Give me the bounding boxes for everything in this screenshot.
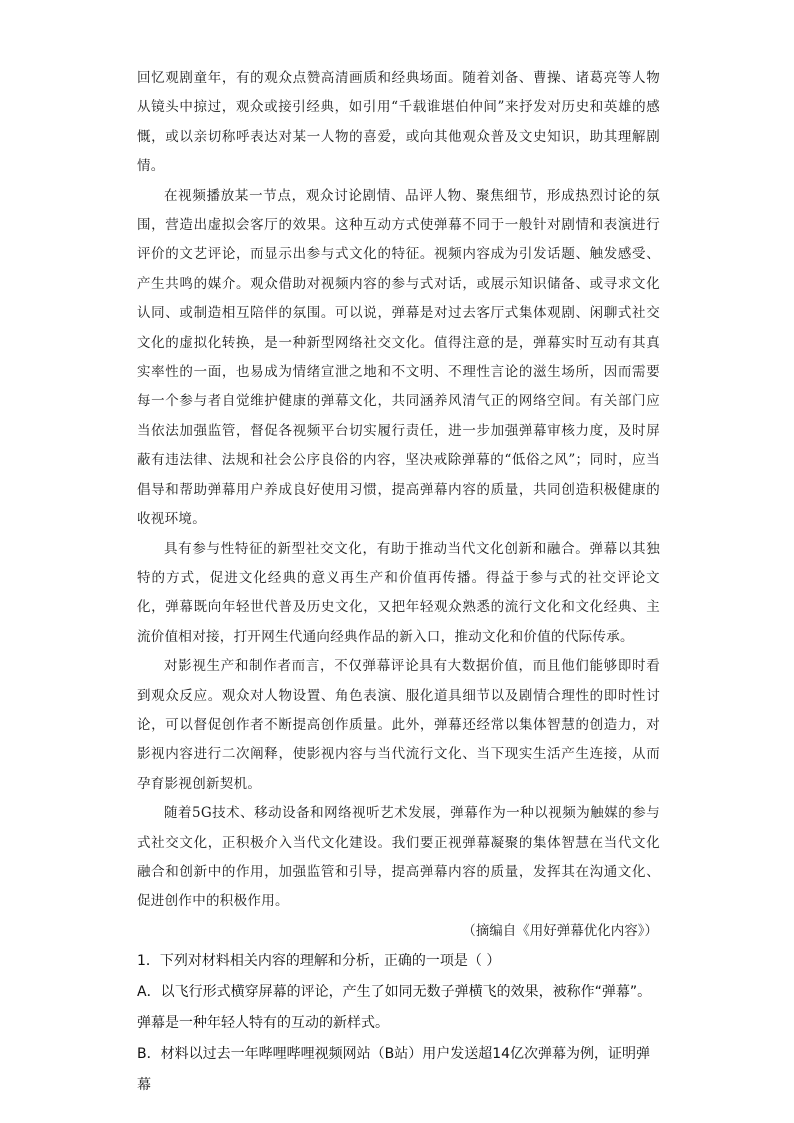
paragraph-4: 对影视生产和制作者而言，不仅弹幕评论具有大数据价值，而且他们能够即时看到观众反应。观众对人物设置、角色表演、服化道具细节以及剧情合理性的即时性讨论，可以督促创作者不断提高创作质量。此外，弹幕还经常以集体智慧的创造力，对影视内容进行二次阐释，使影视内容与当代流行文化、当下现实生活产生连接，从而孕育影视创新契机。 — [137, 658, 660, 792]
paragraph-5: 随着5G技术、移动设备和网络视听艺术发展，弹幕作为一种以视频为触媒的参与式社交文化，正积极介入当代文化建设。我们要正视弹幕凝聚的集体智慧在当代文化融合和创新中的作用，加强监管和引导，提高弹幕内容的质量，发挥其在沟通文化、促进创作中的积极作用。 — [137, 805, 660, 910]
paragraph-3: 具有参与性特征的新型社交文化，有助于推动当代文化创新和融合。弹幕以其独特的方式，促进文化经典的意义再生产和价值再传播。得益于参与式的社交评论文化，弹幕既向年轻世代普及历史文化，又把年轻观众熟悉的流行文化和文化经典、主流价值相对接，打开网生代通向经典作品的新入口，推动文化和价值的代际传承。 — [137, 540, 660, 645]
paragraph-1: 回忆观剧童年，有的观众点赞高清画质和经典场面。随着刘备、曹操、诸葛亮等人物从镜头中掠过，观众或接引经典，如引用“千载谁堪伯仲间”来抒发对历史和英雄的感慨，或以亲切称呼表达对某一人物的喜爱，或向其他观众普及文史知识，助其理解剧情。 — [137, 70, 660, 175]
document-body — [137, 64, 660, 1101]
option-b-line-1: B．材料以过去一年哔哩哔哩视频网站（B站）用户发送超14亿次弹幕为例，证明弹幕 — [137, 1046, 651, 1094]
source-citation: （摘编自《用好弹幕优化内容》） — [462, 922, 658, 939]
option-a-line-2: 弹幕是一种年轻人特有的互动的新样式。 — [137, 1015, 389, 1032]
paragraph-2: 在视频播放某一节点，观众讨论剧情、品评人物、聚焦细节，形成热烈讨论的氛围，营造出虚拟会客厅的效果。这种互动方式使弹幕不同于一般针对剧情和表演进行评价的文艺评论，而显示出参与式文化的特征。视频内容成为引发话题、触发感受、产生共鸣的媒介。观众借助对视频内容的参与式对话，或展示知识储备、或寻求文化认同、或制造相互陪伴的氛围。可以说，弹幕是对过去客厅式集体观剧、闲聊式社交文化的虚拟化转换，是一种新型网络社交文化。值得注意的是，弹幕实时互动有其真实率性的一面，也易成为情绪宣泄之地和不文明、不理性言论的滋生场所，因而需要每一个参与者自觉维护健康的弹幕文化，共同涵养风清气正的网络空间。有关部门应当依法加强监管，督促各视频平台切实履行责任，进一步加强弹幕审核力度，及时屏蔽有违法律、法规和社会公序良俗的内容，坚决戒除弹幕的“低俗之风”；同时，应当倡导和帮助弹幕用户养成良好使用习惯，提高弹幕内容的质量，共同创造积极健康的收视环境。 — [137, 187, 660, 528]
option-a-line-1: A．以飞行形式横穿屏幕的评论，产生了如同无数子弹横飞的效果，被称作“弹幕”。 — [137, 984, 652, 1001]
question-stem: 1．下列对材料相关内容的理解和分析，正确的一项是（ ） — [137, 953, 501, 970]
